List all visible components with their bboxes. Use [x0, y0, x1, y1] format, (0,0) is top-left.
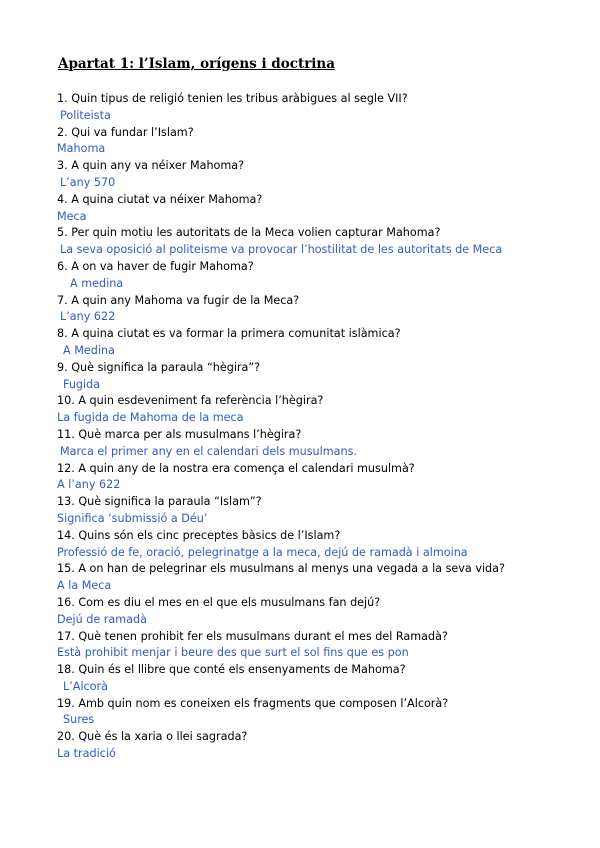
answer-text: Dejú de ramadà	[57, 612, 147, 626]
qa-item	[57, 528, 577, 562]
qa-item	[57, 225, 577, 259]
answer-text: Sures	[63, 713, 95, 727]
question-text: 17. Què tenen prohibit fer els musulmans durant el mes del Ramadà?	[57, 629, 448, 643]
question-text: 11. Què marca per als musulmans l’hègira?	[57, 427, 302, 441]
qa-item	[57, 293, 577, 327]
question-text: 15. A on han de pelegrinar els musulmans al menys una vegada a la seva vida?	[57, 562, 505, 576]
answer-text: Mahoma	[57, 142, 106, 156]
question-text: 18. Quin és el llibre que conté els ensenyaments de Mahoma?	[57, 663, 406, 677]
answer-text: A la Meca	[57, 579, 112, 593]
question-text: 9. Què significa la paraula “hègira”?	[57, 360, 261, 374]
question-text: 14. Quins són els cinc preceptes bàsics de l’Islam?	[57, 528, 341, 542]
question-text: 13. Què significa la paraula “Islam”?	[57, 495, 262, 509]
question-text: 2. Qui va fundar l’Islam?	[57, 125, 194, 139]
answer-text: A medina	[70, 276, 124, 290]
answer-text: A Medina	[63, 343, 115, 357]
qa-item	[57, 461, 577, 495]
answer-text: La fugida de Mahoma de la meca	[57, 411, 244, 425]
qa-item	[57, 494, 577, 528]
answer-text: Professió de fe, oració, pelegrinatge a la meca, dejú de ramadà i almoina	[57, 545, 468, 559]
qa-item	[57, 427, 577, 461]
qa-item	[57, 595, 577, 629]
document-page	[57, 56, 577, 763]
answer-text: L’any 570	[60, 175, 116, 189]
question-text: 3. A quin any va néixer Mahoma?	[57, 159, 245, 173]
question-text: 19. Amb quin nom es coneixen els fragments que composen l’Alcorà?	[57, 696, 449, 710]
question-text: 1. Quin tipus de religió tenien les tribus aràbigues al segle VII?	[57, 92, 408, 105]
qa-item	[57, 91, 577, 125]
page-title: Apartat 1: l’Islam, orígens i doctrina	[58, 56, 335, 72]
qa-item	[57, 629, 577, 663]
question-text: 4. A quina ciutat va néixer Mahoma?	[57, 192, 263, 206]
question-text: 20. Què és la xaria o llei sagrada?	[57, 730, 248, 744]
question-text: 6. A on va haver de fugir Mahoma?	[57, 259, 254, 273]
answer-text: L’any 622	[60, 310, 116, 324]
answer-text: Significa ‘submissió a Déu’	[57, 511, 208, 525]
qa-item	[57, 158, 577, 192]
answer-text: La tradició	[57, 747, 116, 761]
answer-text: Meca	[57, 209, 87, 223]
answer-text: A l’any 622	[57, 478, 121, 492]
qa-item	[57, 729, 577, 763]
qa-item	[57, 393, 577, 427]
answer-text: La seva oposició al politeisme va provocar l’hostilitat de les autoritats de Meca	[60, 243, 503, 257]
qa-item	[57, 259, 577, 293]
question-text: 10. A quin esdeveniment fa referència l’hègira?	[57, 394, 324, 408]
qa-item	[57, 125, 577, 159]
question-text: 12. A quin any de la nostra era comença el calendari musulmà?	[57, 461, 415, 475]
qa-item	[57, 360, 577, 394]
qa-item	[57, 662, 577, 696]
answer-text: Fugida	[63, 377, 101, 391]
answer-text: Politeista	[60, 108, 111, 122]
question-text: 5. Per quin motiu les autoritats de la Meca volien capturar Mahoma?	[57, 226, 441, 240]
qa-item	[57, 192, 577, 226]
qa-item	[57, 326, 577, 360]
answer-text: Marca el primer any en el calendari dels musulmans.	[60, 444, 357, 458]
question-text: 8. A quina ciutat es va formar la primera comunitat islàmica?	[57, 327, 401, 341]
answer-text: L’Alcorà	[63, 679, 109, 693]
qa-item	[57, 696, 577, 730]
question-text: 7. A quin any Mahoma va fugir de la Meca?	[57, 293, 300, 307]
question-text: 16. Com es diu el mes en el que els musulmans fan dejú?	[57, 595, 381, 609]
answer-text: Està prohibit menjar i beure des que surt el sol fins que es pon	[57, 646, 409, 660]
question-answer-list	[57, 91, 577, 763]
qa-item	[57, 561, 577, 595]
